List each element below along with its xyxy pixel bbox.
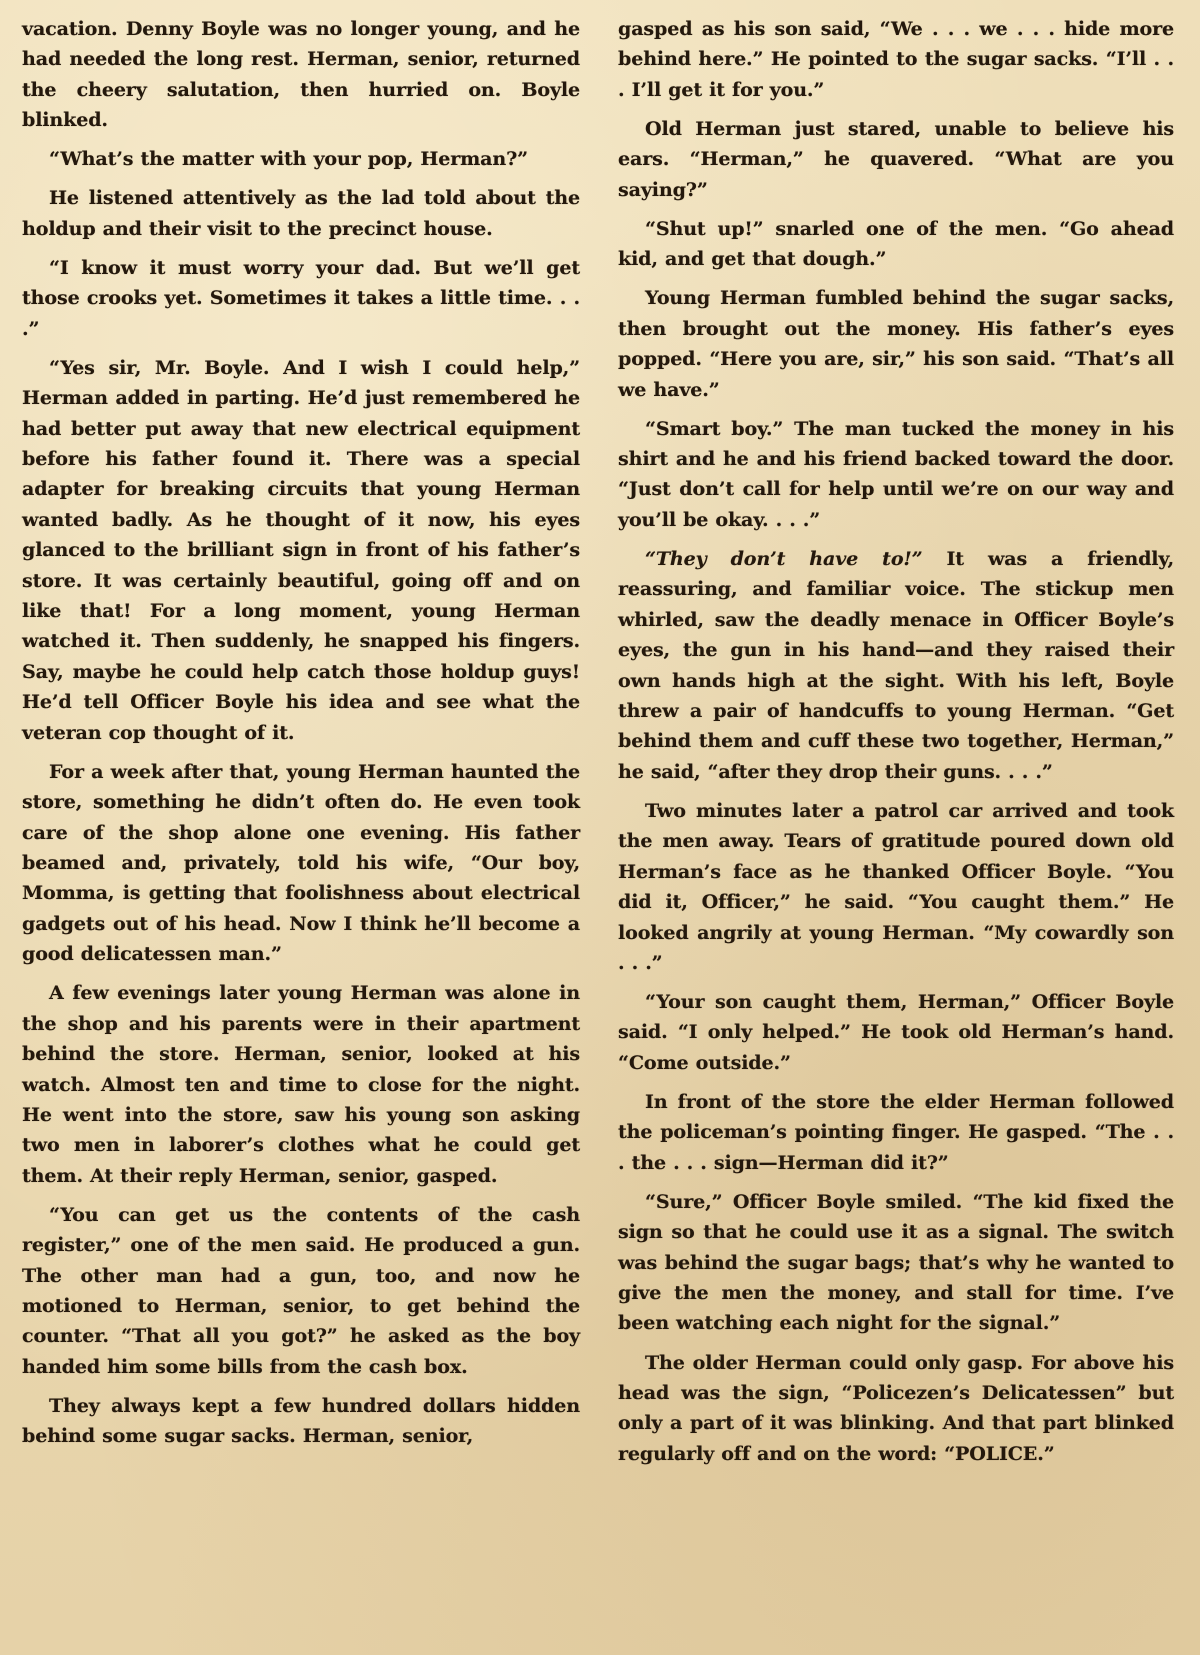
paragraph-text: It was a friendly, reassuring, and familiar voice. The stickup men whirled, saw the deadly menace in Officer Boyle’s eyes, the gun in his hand—and they raised their own hands high at the sight. With his left, Boyle threw a pair of handcuffs to young Herman. “Get behind them and cuff these two together, Herman,” he said, “after they drop their guns. . . .” [618,546,1174,783]
paragraph: “Yes sir, Mr. Boyle. And I wish I could help,” Herman added in parting. He’d just remembered he had better put away that new electrical equipment before his father found it. There was a special adapter for breaking circuits that young Herman wanted badly. As he thought of it now, his eyes glanced to the brilliant sign in front of his father’s store. It was certainly beautiful, going off and on like that! For a long moment, young Herman watched it. Then suddenly, he snapped his fingers. Say, maybe he could help catch those holdup guys! He’d tell Officer Boyle his idea and see what the veteran cop thought of it. [22,355,580,744]
paragraph: He listened attentively as the lad told about the holdup and their visit to the precinct house. [22,186,580,240]
paragraph: “Your son caught them, Herman,” Officer Boyle said. “I only helped.” He took old Herman’s hand. “Come outside.” [618,990,1174,1074]
paragraph: For a week after that, young Herman haunted the store, something he didn’t often do. He even took care of the shop alone one evening. His father beamed and, privately, told his wife, “Our boy, Momma, is getting that foolishness about electrical gadgets out of his head. Now I think he’ll become a good delicatessen man.” [22,759,580,966]
paragraph: Two minutes later a patrol car arrived and took the men away. Tears of gratitude poured down old Herman’s face as he thanked Officer Boyle. “You did it, Officer,” he said. “You caught them.” He looked angrily at young Herman. “My cowardly son . . .” [618,798,1174,974]
paragraph: A few evenings later young Herman was alone in the shop and his parents were in their apartment behind the store. Herman, senior, looked at his watch. Almost ten and time to close for the night. He went into the store, saw his young son asking two men in laborer’s clothes what he could get them. At their reply Herman, senior, gasped. [22,981,580,1187]
paragraph: In front of the store the elder Herman followed the policeman’s pointing finger. He gasped. “The . . . the . . . sign—Herman did it?” [618,1089,1174,1174]
paragraph: “What’s the matter with your pop, Herman?” [49,147,529,171]
paragraph: vacation. Denny Boyle was no longer young, and he had needed the long rest. Herman, senior, returned the cheery salutation, then hurried on. Boyle blinked. [22,17,580,132]
paragraph: The older Herman could only gasp. For above his head was the sign, “Policezen’s Delicatessen” but only a part of it was blinking. And that part blinked regularly off and on the word: “POLICE.” [618,1350,1174,1465]
text-columns [22,14,1174,1655]
paragraph: Old Herman just stared, unable to believe his ears. “Herman,” he quavered. “What are you saying?” [618,116,1174,201]
paragraph: “Shut up!” snarled one of the men. “Go ahead kid, and get that dough.” [618,216,1174,271]
left-column [22,14,580,1655]
paragraph: Young Herman fumbled behind the sugar sacks, then brought out the money. His father’s eyes popped. “Here you are, sir,” his son said. “That’s all we have.” [618,286,1174,401]
paragraph: “Smart boy.” The man tucked the money in his shirt and he and his friend backed toward the door. “Just don’t call for help until we’re on our way and you’ll be okay. . . .” [618,416,1174,531]
paragraph [618,544,1174,787]
paragraph: “You can get us the contents of the cash register,” one of the men said. He produced a gun. The other man had a gun, too, and now he motioned to Herman, senior, to get behind the counter. “That all you got?” he asked as the boy handed him some bills from the cash box. [22,1202,580,1378]
right-column [618,14,1174,1655]
italic-quote: “They don’t have to!” [645,546,923,570]
paragraph: gasped as his son said, “We . . . we . . . hide more behind here.” He pointed to the sugar sacks. “I’ll . . . I’ll get it for you.” [618,17,1174,101]
paragraph: “I know it must worry your dad. But we’ll get those crooks yet. Sometimes it takes a little time. . . .” [22,255,580,340]
paragraph: “Sure,” Officer Boyle smiled. “The kid fixed the sign so that he could use it as a signal. The switch was behind the sugar bags; that’s why he wanted to give the men the money, and stall for time. I’ve been watching each night for the signal.” [618,1189,1174,1335]
paragraph: They always kept a few hundred dollars hidden behind some sugar sacks. Herman, senior, [22,1393,580,1448]
